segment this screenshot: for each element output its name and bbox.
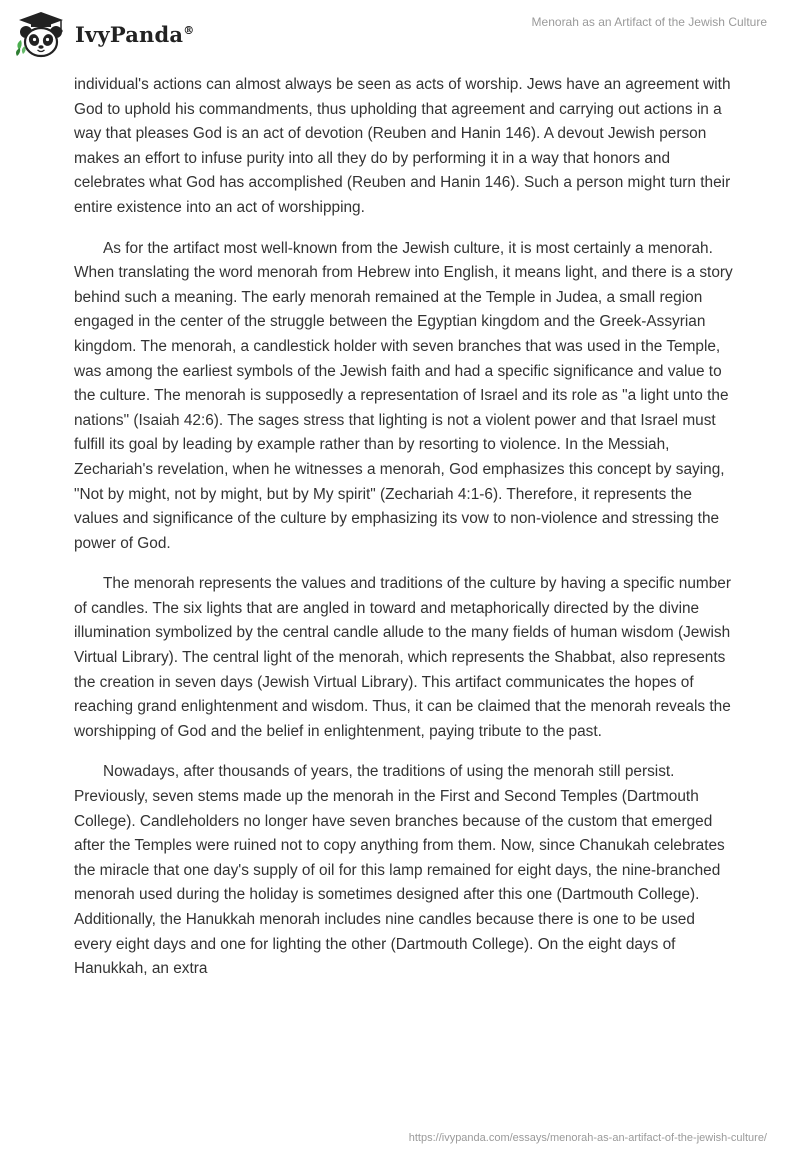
page-header [0,0,800,68]
essay-body [74,73,734,998]
panda-graduate-icon [13,6,69,62]
paragraph-2: As for the artifact most well-known from the Jewish culture, it is most certainly a menorah. When translating the word menorah from Hebrew into English, it means light, and there is a story behind such a meaning. The early menorah remained at the Temple in Judea, a small region engaged in the center of the struggle between the Egyptian kingdom and the Greek-Assyrian kingdom. The menorah, a candlestick holder with seven branches that was used in the Temple, was among the earliest symbols of the Jewish faith and had a specific significance and value to the culture. The menorah is supposedly a representation of Israel and its role as "a light unto the nations" (Isaiah 42:6). The sages stress that lighting is not a violent power and that Israel must fulfill its goal by leading by example rather than by resorting to violence. In the Messiah, Zechariah's revelation, when he witnesses a menorah, God emphasizes this concept by saying, "Not by might, not by might, but by My spirit" (Zechariah 4:1-6). Therefore, it represents the values and significance of the culture by emphasizing its vow to non-violence and stressing the power of God. [74,239,733,552]
paragraph-4: Nowadays, after thousands of years, the traditions of using the menorah still persist. Previously, seven stems made up the menorah in the First and Second Temples (Dartmouth College). Candleholders no longer have seven branches because of the custom that emerged after the Temples were ruined not to copy anything from them. Now, since Chanukah celebrates the miracle that one day's supply of oil for this lamp remained for eight days, the nine-branched menorah used during the holiday is sometimes designed after this one (Dartmouth College). Additionally, the Hanukkah menorah includes nine candles because there is one to be used every eight days and one for lighting the other (Dartmouth College). On the eight days of Hanukkah, an extra [74,763,725,978]
source-url-link[interactable]: https://ivypanda.com/essays/menorah-as-an-artifact-of-the-jewish-culture/ [408,1132,767,1144]
ivypanda-logo[interactable] [13,6,194,62]
document-title: Menorah as an Artifact of the Jewish Culture [531,15,767,29]
brand-name: IvyPanda® [75,21,195,47]
paragraph-1: individual's actions can almost always be seen as acts of worship. Jews have an agreement with God to uphold his commandments, thus upholding that agreement and carrying out actions in a way that pleases God is an act of devotion (Reuben and Hanin 146). A devout Jewish person makes an effort to infuse purity into all they do by performing it in a way that honors and celebrates what God has accomplished (Reuben and Hanin 146). Such a person might turn their entire existence into an act of worshipping. [74,76,731,216]
registered-mark: ® [183,23,195,37]
paragraph-3: The menorah represents the values and traditions of the culture by having a specific number of candles. The six lights that are angled in toward and metaphorically directed by the divine illumination symbolized by the central candle allude to the many fields of human wisdom (Jewish Virtual Library). The central light of the menorah, which represents the Shabbat, also represents the creation in seven days (Jewish Virtual Library). This artifact communicates the hopes of reaching grand enlightenment and wisdom. Thus, it can be claimed that the menorah reveals the worshipping of God and the belief in enlightenment, paying tribute to the past. [74,575,731,740]
